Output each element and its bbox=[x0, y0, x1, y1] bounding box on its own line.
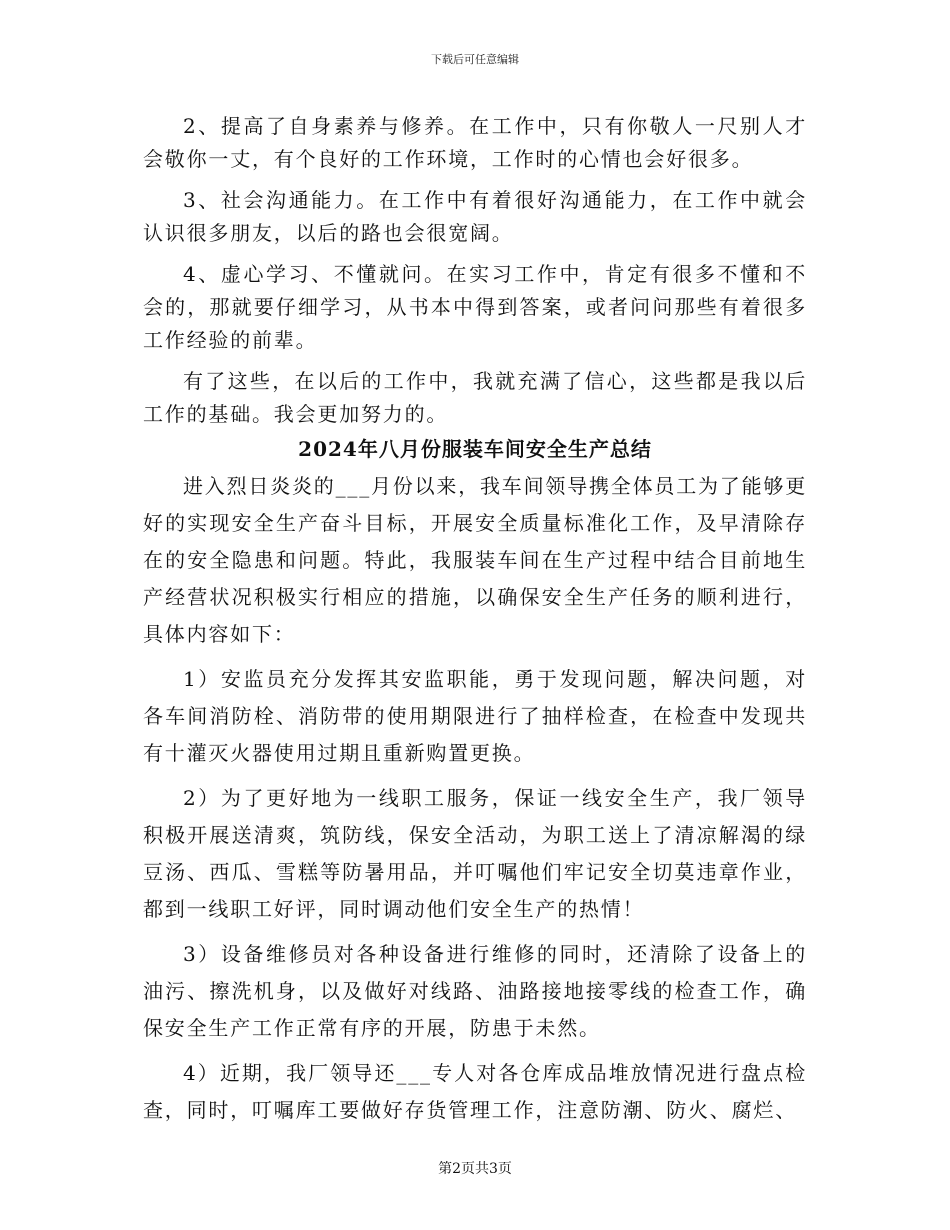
paragraph-communication: 3、社会沟通能力。在工作中有着很好沟通能力，在工作中就会认识很多朋友，以后的路也会很宽阔。 bbox=[143, 188, 807, 245]
page-header-note: 下载后可任意编辑 bbox=[431, 53, 519, 66]
paragraph-conclusion: 有了这些，在以后的工作中，我就充满了信心，这些都是我以后工作的基础。我会更加努力的。 bbox=[143, 369, 807, 426]
section-safety-report bbox=[143, 431, 807, 1129]
list-item-2: 2）为了更好地为一线职工服务，保证一线安全生产，我厂领导积极开展送清爽，筑防线，保安全活动，为职工送上了清凉解渴的绿豆汤、西瓜、雪糕等防暑用品，并叮嘱他们牢记安全切莫违章作业，都到一线职工好评，同时调动他们安全生产的热情！ bbox=[143, 786, 807, 921]
section-summary bbox=[143, 110, 807, 431]
list-item-3: 3）设备维修员对各种设备进行维修的同时，还清除了设备上的油污、擦洗机身，以及做好对线路、油路接地接零线的检查工作，确保安全生产工作正常有序的开展，防患于未然。 bbox=[143, 942, 807, 1040]
list-item-4: 4）近期，我厂领导还___专人对各仓库成品堆放情况进行盘点检查，同时，叮嘱库工要做好存货管理工作，注意防潮、防火、腐烂、 bbox=[143, 1061, 807, 1122]
paragraph-learning: 4、虚心学习、不懂就问。在实习工作中，肯定有很多不懂和不会的，那就要仔细学习，从书本中得到答案，或者问问那些有着很多工作经验的前辈。 bbox=[143, 262, 807, 352]
paragraph-intro: 进入烈日炎炎的___月份以来，我车间领导携全体员工为了能够更好的实现安全生产奋斗目标，开展安全质量标准化工作，及早清除存在的安全隐患和问题。特此，我服装车间在生产过程中结合目前地生产经营状况积极实行相应的措施，以确保安全生产任务的顺利进行，具体内容如下： bbox=[143, 474, 807, 646]
page-number: 第2页共3页 bbox=[438, 1161, 512, 1177]
report-title: 2024年八月份服装车间安全生产总结 bbox=[298, 437, 652, 461]
list-item-1: 1）安监员充分发挥其安监职能，勇于发现问题，解决问题，对各车间消防栓、消防带的使用期限进行了抽样检查，在检查中发现共有十灌灭火器使用过期且重新购置更换。 bbox=[143, 667, 807, 765]
document-body bbox=[143, 110, 807, 1129]
paragraph-self-cultivation: 2、提高了自身素养与修养。在工作中，只有你敬人一尺别人才会敬你一丈，有个良好的工作环境，工作时的心情也会好很多。 bbox=[143, 114, 807, 171]
